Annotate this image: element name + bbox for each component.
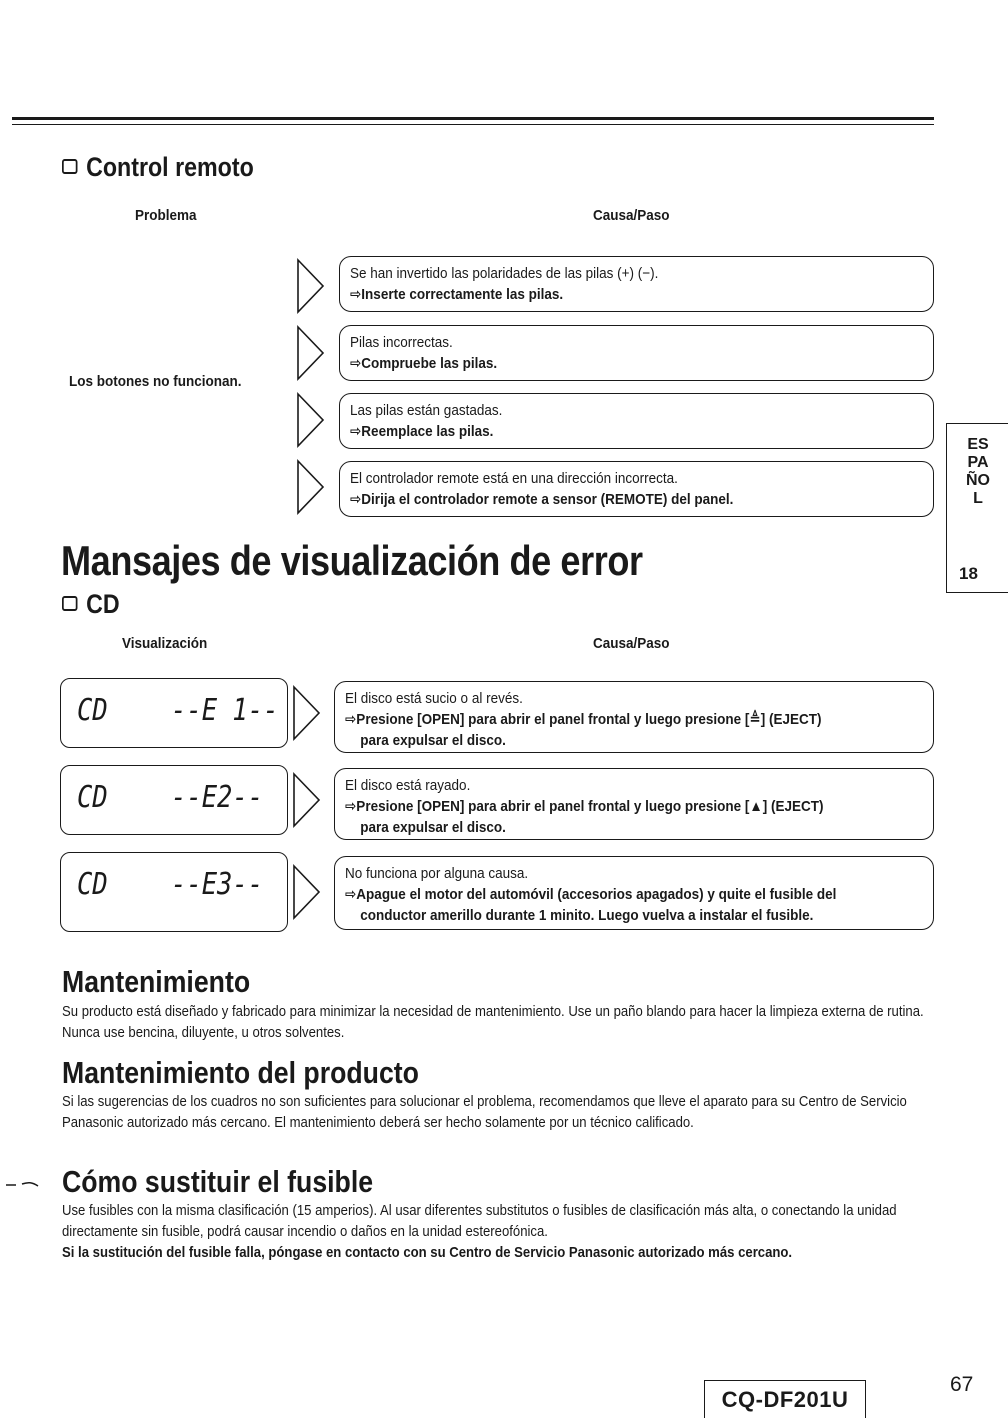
fuse-text-body: Use fusibles con la misma clasificación (15 amperios). Al usar diferentes substitutos o fusibles de clasificación más alta, o conectando la unidad directamente sin fusible, podrá causar incendio o daños en la unidad estereofónica.: [62, 1202, 897, 1240]
errors-col-cause: Causa/Paso: [593, 635, 670, 652]
remote-problem: Los botones no funcionan.: [69, 373, 242, 390]
step-text: ⇨Dirija el controlador remote a sensor (REMOTE) del panel.: [350, 491, 734, 508]
step-text: ⇨Compruebe las pilas.: [350, 355, 498, 372]
step-text: ⇨Presione [OPEN] para abrir el panel frontal y luego presione [▲] (EJECT): [345, 798, 824, 815]
maintenance-title: Mantenimiento: [62, 964, 251, 999]
remote-col-problem: Problema: [135, 207, 197, 224]
step-text-cont: para expulsar el disco.: [360, 732, 506, 749]
product-maintenance-text: Si las sugerencias de los cuadros no son suficientes para solucionar el problema, recomendamos que lleve el aparato para su Centro de Servicio Panasonic autorizado más cercano. El mantenimiento deberá ser hecho solamente por un técnico calificado.: [62, 1093, 907, 1131]
error-cause-box: [334, 681, 934, 753]
fuse-text: [62, 1200, 937, 1263]
cause-text: El controlador remote está en una dirección incorrecta.: [350, 470, 678, 487]
top-rule-thin: [12, 124, 934, 125]
model-label: CQ-DF201U: [704, 1380, 866, 1418]
fuse-title: Cómo sustituir el fusible: [62, 1164, 374, 1199]
display-left-text: CD: [77, 867, 108, 902]
remote-section-title: Control remoto: [62, 152, 254, 183]
remote-col-cause: Causa/Paso: [593, 207, 670, 224]
error-cause-box: [334, 768, 934, 840]
checkbox-square-icon: [62, 159, 77, 174]
step-text: ⇨Inserte correctamente las pilas.: [350, 286, 564, 303]
triangle-arrow-icon: [296, 459, 326, 515]
cause-text: El disco está rayado.: [345, 777, 471, 794]
cause-text: Las pilas están gastadas.: [350, 402, 503, 419]
remote-cause-box: [339, 393, 934, 449]
display-left-text: CD: [77, 693, 108, 728]
remote-cause-box: [339, 256, 934, 312]
triangle-arrow-icon: [296, 392, 326, 448]
top-rule: [12, 117, 934, 120]
cause-text: El disco está sucio o al revés.: [345, 690, 523, 707]
fuse-text-bold: Si la sustitución del fusible falla, póngase en contacto con su Centro de Servicio Panasonic autorizado más cercano.: [62, 1244, 793, 1261]
triangle-arrow-icon: [296, 325, 326, 381]
maintenance-text: Su producto está diseñado y fabricado para minimizar la necesidad de mantenimiento. Use un paño blando para hacer la limpieza externa de rutina. Nunca use bencina, diluyente, u otros solventes.: [62, 1003, 924, 1041]
step-text-cont: para expulsar el disco.: [360, 819, 506, 836]
triangle-arrow-icon: [292, 864, 322, 920]
display-right-text: --E2--: [171, 780, 264, 815]
errors-subtitle: CD: [62, 589, 120, 620]
triangle-arrow-icon: [292, 685, 322, 741]
product-maintenance-title: Mantenimiento del producto: [62, 1055, 419, 1090]
checkbox-square-icon: [62, 596, 77, 611]
display-left-text: CD: [77, 780, 108, 815]
language-tab-label: ESPAÑOL: [966, 436, 990, 507]
language-tab-number: 18: [959, 564, 978, 583]
remote-cause-box: [339, 461, 934, 517]
remote-cause-box: [339, 325, 934, 381]
cause-text: No funciona por alguna causa.: [345, 865, 529, 882]
display-right-text: --E3--: [171, 867, 264, 902]
errors-col-display: Visualización: [122, 635, 208, 652]
step-text: ⇨Apague el motor del automóvil (accesorios apagados) y quite el fusible del: [345, 886, 837, 903]
cause-text: Se han invertido las polaridades de las pilas (+) (−).: [350, 265, 659, 282]
error-display: [60, 678, 288, 748]
errors-title: Mansajes de visualización de error: [61, 537, 643, 584]
display-right-text: --E 1--: [171, 693, 279, 728]
step-text-cont: conductor amerillo durante 1 minito. Luego vuelva a instalar el fusible.: [360, 907, 814, 924]
error-display: [60, 852, 288, 932]
cause-text: Pilas incorrectas.: [350, 334, 453, 351]
margin-dash-mark: [4, 1180, 40, 1188]
step-text: ⇨Reemplace las pilas.: [350, 423, 494, 440]
triangle-arrow-icon: [296, 258, 326, 314]
triangle-arrow-icon: [292, 772, 322, 828]
error-cause-box: [334, 856, 934, 930]
page-number: 67: [950, 1373, 974, 1396]
error-display: [60, 765, 288, 835]
language-tab: [946, 423, 1008, 593]
step-text: ⇨Presione [OPEN] para abrir el panel frontal y luego presione [≜] (EJECT): [345, 711, 822, 728]
